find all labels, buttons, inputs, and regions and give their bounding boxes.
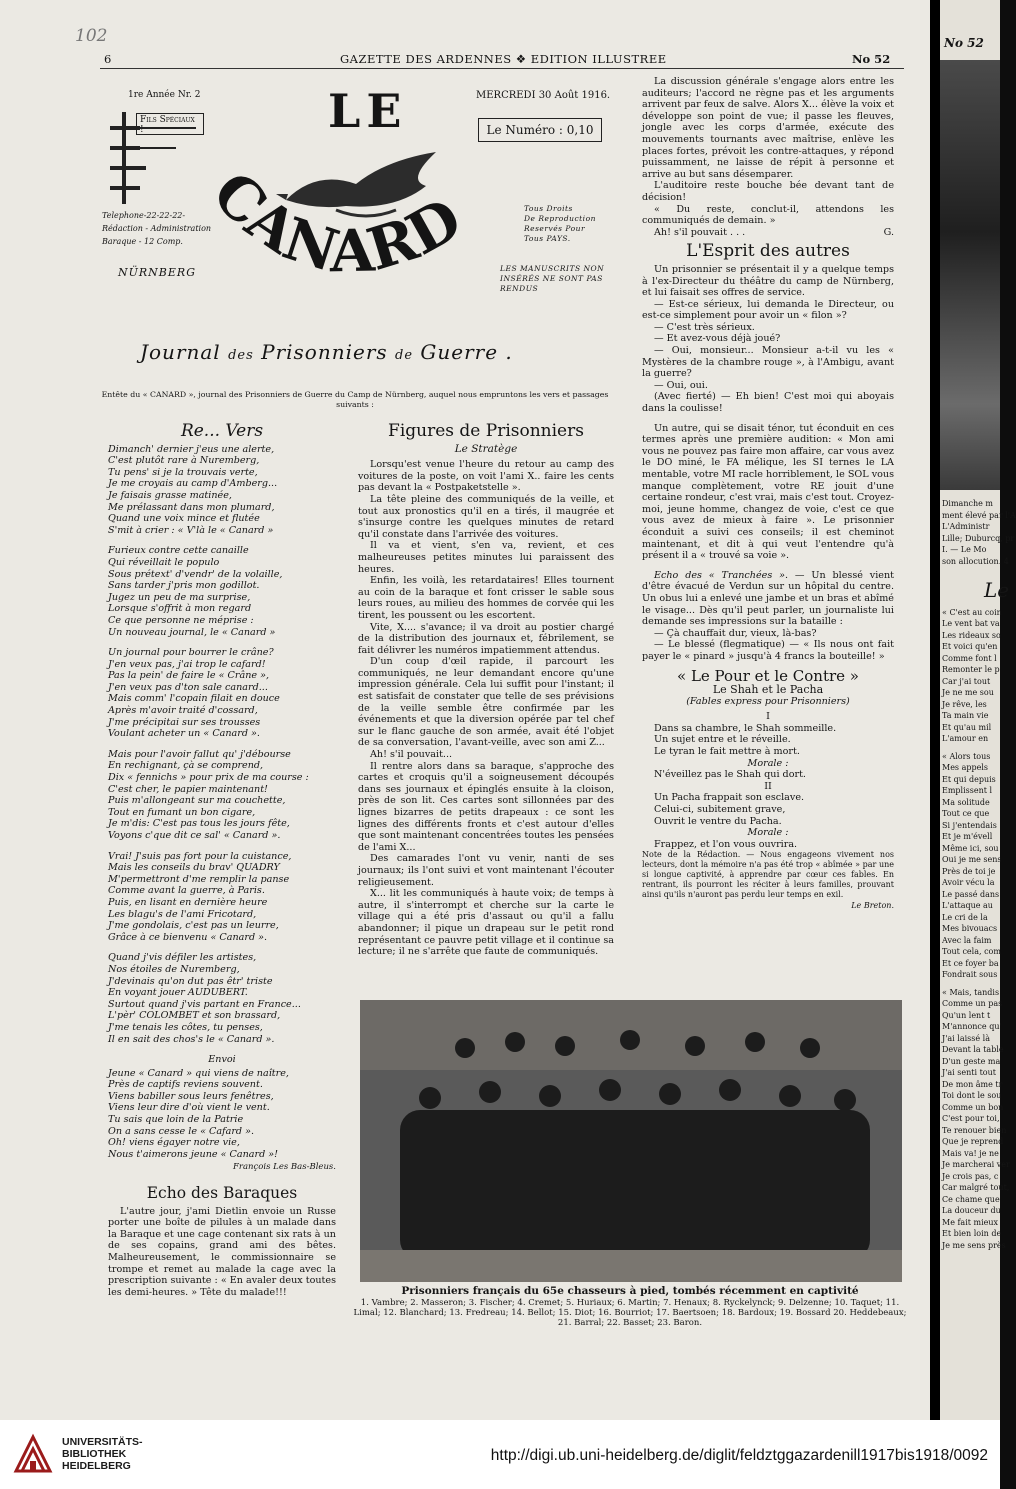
paragraph: Lorsqu'est venue l'heure du retour au camp des voitures de la poste, on voit l'ami X.. faire les cents pas devant la « Postpaketstelle ». — [358, 459, 614, 494]
paragraph: Des camarades l'ont vu venir, nanti de ses journaux; ils l'ont suivi et vont maintenant l'écouter religieusement. — [358, 853, 614, 888]
stanza: Dimanch' dernier j'eus une alerte, C'est plutôt rare à Nuremberg, Tu pens' si je la trouvais verte, Je me croyais au camp d'Amberg... Je faisais grasse matinée, Me prélassant dans mon plumard, Quand une voix mince et flutée S'mit à crier : « V'là le « Canard » — [108, 443, 278, 536]
masthead-date: MERCREDI 30 Août 1916. — [476, 90, 611, 101]
next-page-text: Dimanche m ment élevé par l'A L'Administr Lille; Duburcq, pr I. — Le Mo son allocution. 4 Le « C'est au coin Le vent bat va Les rideaux so Et voici qu'en Comme font l Remonter le p Car j'ai tout Je ne me sou Je rêve, les Ta main vie Et qu'au mil L'amour en « Alors tous Mes appels Et qui depuis Emplissent l Ma solitude Tout ce que Si j'entendais Et je m'évell Même ici, sou Oui je me sens Près de toi je Avoir vécu la Le passé dans L'attaque au Le cri de la Mes bivouacs Avec la faim Tout cela, com Et ce foyer ba Fondrait sous « Mais, tandis Comme un pas Qu'un lent t M'annonce qu' J'ai laissé là Devant la table D'un geste ma J'ai senti tout De mon âme tr Toi dont le sou Comme un bon C'est pour toi, Te renouer bien Que je reprend Mais va! je ne Je marcherai ver Je crois pas, c Car malgré tout, Ce chame que La douceur du Me fait mieux Et bien loin de Je me sens près — [942, 499, 1016, 1250]
header-rule — [100, 68, 904, 69]
paragraph: La discussion générale s'engage alors entre les auditeurs; l'accord ne règne pas et les arguments arrivent par feux de salve. Alors X... élève la voix et développe son point de vue; il passe les fleuves, jongle avec les corps d'armée, exécute des mouvements tournants avec maîtrise, enlève les places fortes, prévoit les contre-attaques, y répond puissamment, ne laisse de répit à personne et arrive au but sans désemparer. — [642, 76, 894, 180]
canard-title — [190, 156, 520, 326]
telegraph-icon — [106, 108, 200, 208]
soldiers-photo-icon — [360, 1000, 902, 1282]
tranchees-echo: Echo des « Tranchées ». — Un blessé vient d'être évacué de Verdun sur un hôpital du centre. Un obus lui a enlevé une jambe et un bras et abîmé le visage... Dès qu'il peut parler, un journaliste lui demande ses impressions sur la bataille : — [642, 569, 894, 628]
stanza: Mais pour l'avoir fallut qu' j'débourse En rechignant, çà se comprend, Dix « fennichs » pour prix de ma course : C'est cher, le papier maintenant! Puis m'allongeant sur ma couchette, Tout en fumant un bon cigare, Je m'dis: C'est pas tous les jours fête, Voyons c'que dit ce sal' « Canard ». — [108, 748, 309, 841]
pour-contre-subtitle: Le Shah et le Pacha — [712, 683, 824, 697]
masthead-le: LE — [328, 84, 408, 138]
paragraph: L'auditoire reste bouche bée devant tant de décision! — [642, 180, 894, 203]
city-nurnberg: NÜRNBERG — [118, 266, 196, 279]
manuscripts-note: LES MANUSCRITS NON INSÉRÉS NE SONT PAS RENDUS — [500, 264, 605, 293]
echo-title: Echo des Baraques — [146, 1184, 298, 1203]
poem-title: Re... Vers — [180, 421, 264, 441]
poem — [108, 444, 336, 1174]
journal-subtitle: Journal des Prisonniers de Guerre . — [140, 340, 513, 364]
stanza: Quand j'vis défiler les artistes, Nos étoiles de Nuremberg, J'devinais qu'on dut pas êtr' triste En voyant jouer AUDUBERT. Surtout quand j'vis partant en France... L'pèr' COLOMBET et son brassard, J'me tenais les côtes, tu penses, Il en sait des chos's le « Canard ». — [108, 952, 301, 1045]
column-poem — [108, 421, 336, 1298]
paragraph: Il va et vient, s'en va, revient, et ces malheureuses petites minutes lui paraissent des heures. — [358, 540, 614, 575]
figures-subtitle: Le Stratège — [454, 442, 518, 455]
page-number: 6 — [104, 52, 112, 66]
fils-speciaux-bubble: Fils Spéciaux ! — [136, 113, 204, 135]
echo-text: L'autre jour, j'ami Dietlin envoie un Russe porter une boîte de pilules à un malade dans la Baraque et une cage contenant six rats à un de ses copains, grand ami des bêtes. Malheureusement, le commissionnaire se trompe et remet au malade la cage avec la prescription suivante : « En avaler deux toutes les demi-heures. » Tête du malade!!! — [108, 1205, 336, 1298]
price-box: Le Numéro : 0,10 — [478, 118, 602, 142]
stanza: Un journal pour bourrer le crâne? J'en veux pas, j'ai trop le cafard! Pas la pein' de faire le « Crâne », J'en veux pas d'ton sale canard... Mais comm' l'copain filait en douce Après m'avoir traité d'cossard, J'me précipitai sur ses trousses Voulant acheter un « Canard ». — [108, 647, 280, 740]
pour-contre-title: « Le Pour et le Contre » — [677, 666, 859, 685]
handwritten-note: 102 — [75, 26, 108, 46]
rights-block: Tous Droits De Reproduction Reservés Pour Tous PAYS. — [524, 204, 596, 243]
stanza: Furieux contre cette canaille Qui réveillait le populo Sous prétext' d'vendr' de la volaille, Sans tarder j'pris mon godillot. Jugez un peu de ma surprise, Lorsque s'offrit à mon regard Ce que personne ne méprise : Un nouveau journal, le « Canard » — [108, 545, 283, 638]
gazette-title: GAZETTE DES ARDENNES ❖ EDITION ILLUSTREE — [340, 52, 667, 66]
editor-note: Note de la Rédaction. — Nous engageons vivement nos lecteurs, dont la mémoire n'a pas été trop « abîmée » par une si longue captivité, à apprendre par cœur ces fables. En rentrant, ils pourront les réciter à leurs familles, prouvant ainsi qu'ils n'auront pas perdu leur temps en exil. — [642, 850, 894, 900]
fable-2: Un Pacha frappait son esclave. Celui-ci, subitement grave, Ouvrit le ventre du Pacha. — [654, 792, 805, 827]
paragraph: « Du reste, conclut-il, attendons les communiqués de demain. » — [642, 203, 894, 227]
year-issue: 1re Année Nr. 2 — [128, 90, 201, 100]
university-logo-text[interactable]: UNIVERSITÄTS- BIBLIOTHEK HEIDELBERG — [62, 1436, 143, 1472]
stanza: Vrai! J'suis pas fort pour la cuistance, Mais les conseils du brav' QUADRY M'permettront d'me remplir la panse Comme avant la guerre, à Paris. Puis, en lisant en dernière heure Les blagu's de l'ami Fricotard, J'me gondolais, c'est pas un leurre, Grâce à ce bienvenu « Canard ». — [108, 850, 292, 943]
paragraph: D'un coup d'œil rapide, il parcourt les communiqués, ne leur demandant encore qu'une impression générale. Cela lui suffit pour l'instant; il est satisfait de constater que telle de ses prévisions de la veille semble être confirmée par les événements et que la diversion opérée par tel chef sur le flanc gauche de son armée, avait été l'objet de sa conversation, l'avant-veille, avec son ami Z... — [358, 656, 614, 749]
paragraph: X... lit les communiqués à haute voix; de temps à autre, il s'interrompt et cherche sur la carte le village qui a été pris d'assaut ou qu'il a fallu abandonner; il pique un drapeau sur le petit rond représentant ce pauvre petit village et il continue sa lecture; il ne s'arrête que faute de communiqués. — [358, 888, 614, 958]
paragraph: Il rentre alors dans sa baraque, s'approche des cartes et croquis qu'il a soigneusement découpés dans ses journaux et épinglés ensuite à la cloison, près de son lit. Ces cartes sont sillonnées par des lignes bizarres de petits drapeaux : ce sont les lignes des différents fronts et c'est autour d'elles que sont maintenant concentrées toutes les pensées de l'ami X... — [358, 760, 614, 853]
next-page-number: No 52 — [944, 36, 984, 50]
svg-text:CANARD: CANARD — [199, 158, 473, 286]
issue-number: No 52 — [852, 52, 891, 66]
pour-contre-subsubtitle: (Fables express pour Prisonniers) — [686, 695, 850, 707]
column-right: La discussion générale s'engage alors entre les auditeurs; l'accord ne règne pas et les arguments arrivent par feux de salve. Alors X... élève la voix et développe son point de vue; il passe les fleuves, jongle avec les corps d'armée, exécute des mouvements tournants avec maîtrise, enlève les places fortes, prévoit les contre-attaques, y répond puissamment, ne laisse de répit à personne et arrive au but sans désemparer. L'auditoire reste bouche bée devant tant de décision! « Du reste, conclut-il, attendons les communiqués de demain. » Ah! s'il pouvait . . . G. L'Esprit des autres Un prisonnier se présentait il y a quelque temps à l'ex-Directeur du théâtre du camp de Nürnberg, et lui faisait ses offres de service. — Est-ce sérieux, lui demanda le Directeur, ou est-ce simplement pour avoir un « filon »? — C'est très sérieux. — Et avez-vous déjà joué? — Oui, monsieur... Monsieur a-t-il vu les « Mystères de la chambre rouge », à l'Ambigu, avant la guerre? — Oui, oui. (Avec fierté) — Eh bien! C'est moi qui aboyais dans la coulisse! Un autre, qui se disait ténor, tut éconduit en ces termes après une première audition: « Mon ami vous ne pouvez pas faire mon affaire, car vous avez le DO miné, le FA mélique, les SI ternes le LA mentable, votre MI racle horriblement, le SOL vous manque complètement, votre RE jouit d'une certaine rondeur, c'est vrai, mais c'est tout. Croyez-moi, jeune homme, changez de voie, c'est ce que vous avez de mieux à faire ». Le prisonnier éconduit a suivi ces conseils; il est cheminot maintenant, et dit à qui veut l'entendre qu'à présent il a « trouvé sa voie ». Echo des « Tranchées ». — Un blessé vient d'être évacué de Verdun sur un hôpital du centre. Un obus lui a enlevé une jambe et un bras et abîmé le visage... Dès qu'il peut parler, un journaliste lui demande ses impressions sur la bataille : — Çà chauffait dur, vieux, là-bas? — Le blessé (flegmatique) — « Ils nous ont fait payer le « pinard » jusqu'à 4 francs la bouteille! » « Le Pour et le Contre » Le Shah et le Pacha (Fables express pour Prisonniers) I Dans sa chambre, le Shah sommeille. Un sujet entre et le réveille. Le tyran le fait mettre à mort. Morale : N'éveillez pas le Shah qui dort. II Un Pacha frappait son esclave. Celui-ci, subitement grave, Ouvrit le ventre du Pacha. Morale : Frappez, et l'on vous ouvrira. Note de la Rédaction. — Nous engageons vivement nos lecteurs, dont la mémoire n'a pas été trop « abîmée » par une si longue captivité, à apprendre par cœur ces fables. En rentrant, ils pourront les réciter à leurs familles, prouvant ainsi qu'ils n'auront pas perdu leur temps en exil. Le Breton. — [642, 76, 894, 911]
university-logo-icon[interactable] — [12, 1433, 54, 1475]
next-page-edge — [940, 0, 1016, 1420]
poem-signature: François Les Bas-Bleus. — [233, 1162, 336, 1173]
next-page-photo — [940, 60, 1000, 490]
telephone: Telephone-22-22-22- — [102, 211, 186, 220]
page-gutter — [930, 0, 940, 1420]
esprit-title: L'Esprit des autres — [686, 241, 850, 262]
envoi: Jeune « Canard » qui viens de naître, Près de captifs reviens souvent. Viens babiller sous leurs fenêtres, Viens leur dire d'où vient le vent. Tu sais que loin de la Patrie On a sans cesse le « Cafard ». Oh! viens égayer notre vie, Nous t'aimerons jeune « Canard »! — [108, 1067, 289, 1160]
figures-title: Figures de Prisonniers — [388, 421, 584, 441]
masthead — [100, 78, 630, 378]
column-figures — [358, 421, 614, 958]
discussion-last: Ah! s'il pouvait . . . G. — [654, 226, 894, 238]
redaction: Rédaction - Administration — [102, 224, 212, 233]
paragraph: La tête pleine des communiqués de la veille, et tout aux pronostics qu'il en a tirés, il maugrée et s'insurge contre les quelques minutes de retard qu'il constate dans l'arrivée des voitures. — [358, 493, 614, 540]
baraque: Baraque - 12 Comp. — [102, 237, 183, 246]
envoi-title: Envoi — [208, 1054, 236, 1066]
paragraph: Vite, X.... s'avance; il va droit au postier chargé de la distribution des journaux et, fébrilement, se fait délivrer les numéros impatiemment attendus. — [358, 621, 614, 656]
photo-caption: Prisonniers français du 65e chasseurs à pied, tombés récemment en captivité 1. Vambre; 2. Masseron; 3. Fischer; 4. Cremet; 5. Huriaux; 6. Martin; 7. Henaux; 8. Ryckelynck; 9. Delzenne; 10. Taquet; 11. Limal; 12. Blanchard; 13. Fredreau; 14. Bellot; 15. Diot; 16. Bourriot; 17. Baertsoen; 18. Bardoux; 19. Bossard 20. Heddebeaux; 21. Barral; 22. Basset; 23. Baron. — [353, 1285, 907, 1328]
paragraph: Enfin, les voilà, les retardataires! Elles tournent au coin de la baraque et font crisser le sable sous leurs roues, au milieu des hommes de corvée qui les tirent, les poussent ou les escortent. — [358, 575, 614, 621]
group-photograph — [360, 1000, 902, 1282]
permalink-url[interactable]: http://digi.ub.uni-heidelberg.de/diglit/feldztggazardenill1917bis1918/0092 — [490, 1447, 988, 1464]
fable-1: Dans sa chambre, le Shah sommeille. Un sujet entre et le réveille. Le tyran le fait mettre à mort. — [654, 722, 837, 758]
intro-text: Entête du « CANARD », journal des Prisonniers de Guerre du Camp de Nürnberg, auquel nous empruntons les vers et passages suivants : — [101, 390, 609, 409]
paragraph: Ah! s'il pouvait... — [370, 749, 453, 761]
